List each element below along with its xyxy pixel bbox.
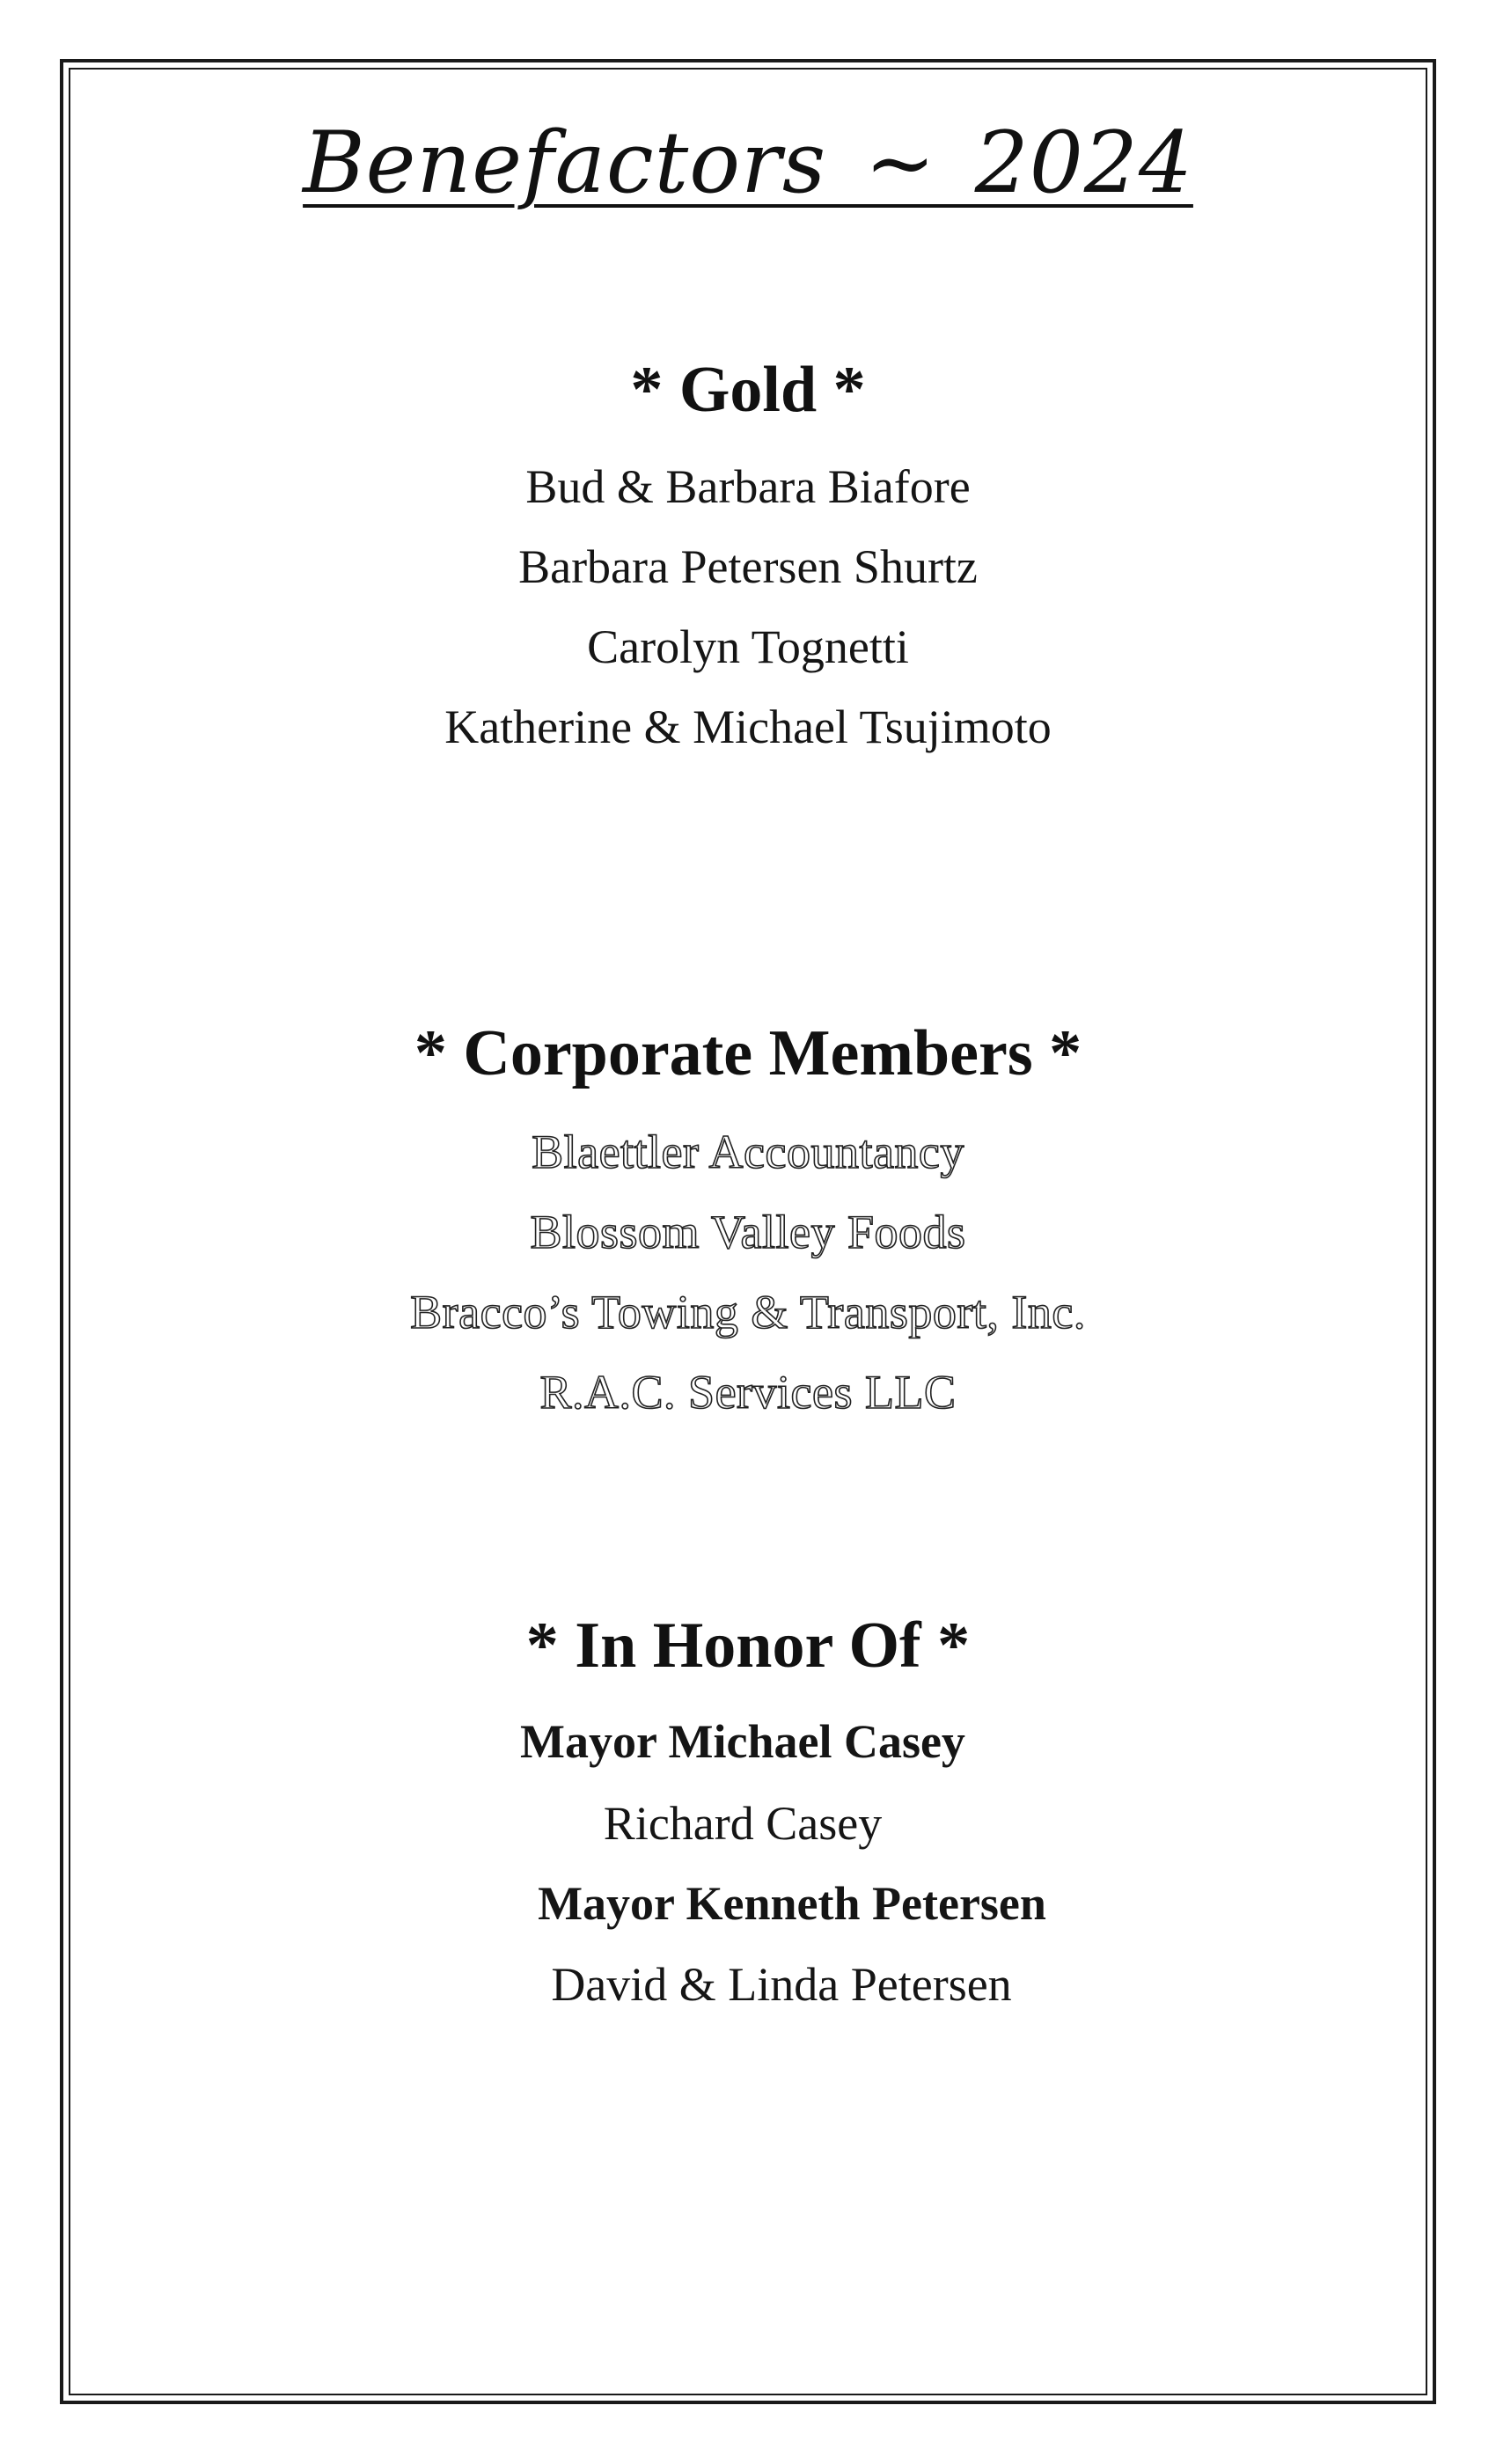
corporate-member-entry: R.A.C. Services LLC bbox=[539, 1366, 957, 1419]
gold-heading: * Gold * bbox=[630, 354, 866, 426]
honoree-entry: Mayor Michael Casey bbox=[520, 1715, 965, 1768]
gold-entry: Katherine & Michael Tsujimoto bbox=[444, 700, 1052, 753]
corporate-member-entry: Bracco’s Towing & Transport, Inc. bbox=[410, 1286, 1086, 1338]
corporate-member-entry: Blossom Valley Foods bbox=[530, 1206, 966, 1258]
honor-donor-entry: Richard Casey bbox=[603, 1797, 883, 1850]
honoree-entry: Mayor Kenneth Petersen bbox=[538, 1877, 1046, 1930]
in-honor-of-heading: * In Honor Of * bbox=[525, 1610, 971, 1682]
gold-entry: Bud & Barbara Biafore bbox=[525, 460, 971, 513]
gold-entry: Carolyn Tognetti bbox=[587, 620, 909, 673]
gold-entry: Barbara Petersen Shurtz bbox=[518, 540, 978, 593]
page-title-text: Benefactors ~ 2024 bbox=[303, 114, 1193, 212]
page-title bbox=[0, 114, 1496, 211]
corporate-members-heading: * Corporate Members * bbox=[414, 1017, 1082, 1089]
honor-donor-entry: David & Linda Petersen bbox=[551, 1958, 1012, 2011]
corporate-member-entry: Blaettler Accountancy bbox=[532, 1126, 964, 1178]
